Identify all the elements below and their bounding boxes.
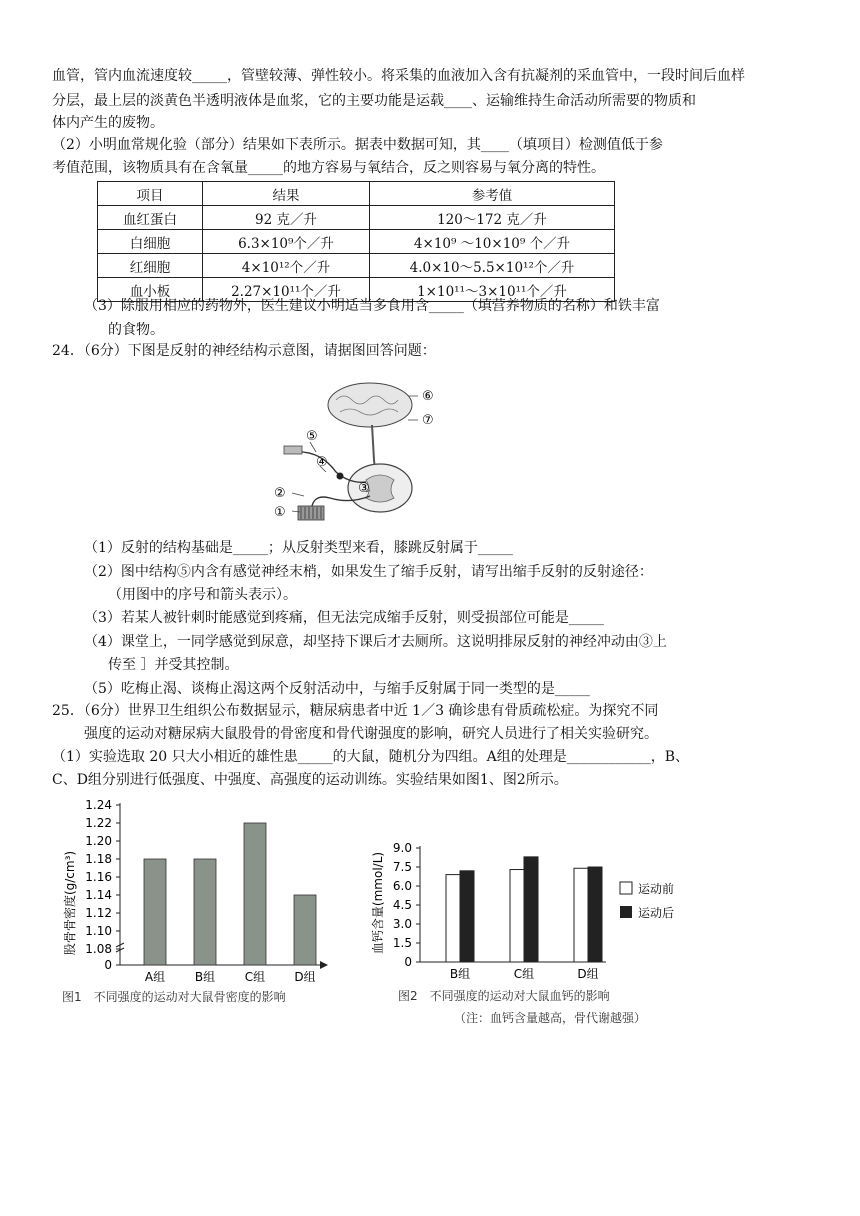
chart1-bar — [194, 859, 216, 965]
chart2-note: （注：血钙含量越高，骨代谢越强） — [454, 1011, 647, 1025]
table-cell: 血小板 — [98, 278, 203, 302]
line: 血管，管内血流速度较_____，管壁较薄、弹性较小。将采集的血液加入含有抗凝剂的采血管中，一段时间后血样 — [52, 68, 745, 84]
legend-label-before: 运动前 — [638, 882, 675, 896]
chart2-bar — [588, 867, 602, 962]
line: （3）若某人被针刺时能感觉到疼痛，但无法完成缩手反射，则受损部位可能是_____ — [84, 610, 604, 626]
chart2-xtick-label: C组 — [513, 967, 535, 981]
line: C、D组分别进行低强度、中强度、高强度的运动训练。实验结果如图1、图2所示。 — [52, 772, 568, 788]
chart2-bar — [446, 875, 460, 962]
line: 传至 ］并受其控制。 — [108, 657, 239, 673]
chart2-xtick-label: D组 — [577, 967, 599, 981]
chart1-caption: 图1 不同强度的运动对大鼠骨密度的影响 — [62, 990, 286, 1004]
chart1-ytick-label: 1.16 — [85, 870, 112, 884]
blood-test-table — [97, 181, 615, 302]
effector-muscle — [298, 506, 324, 520]
chart2-ytick-label: 6.0 — [392, 879, 412, 893]
chart1-ytick-label: 1.20 — [85, 834, 112, 848]
table-cell: 血红蛋白 — [98, 206, 203, 230]
line: （1）反射的结构基础是_____；从反射类型来看，膝跳反射属于_____ — [84, 540, 513, 556]
gray-matter — [366, 475, 394, 502]
legend-swatch-after — [620, 906, 632, 918]
chart1-ytick-label: 1.08 — [85, 942, 112, 956]
line: 的食物。 — [108, 322, 164, 338]
diagram-label-4: ④ — [316, 455, 328, 470]
line: 25．（6分）世界卫生组织公布数据显示，糖尿病患者中近 1／3 确诊患有骨质疏松症。为探究不同 — [52, 703, 659, 719]
chart2-ytick-label: 9.0 — [392, 841, 412, 855]
diagram-label-6: ⑥ — [422, 389, 434, 404]
line: 24．（6分）下图是反射的神经结构示意图，请据图回答问题： — [52, 343, 436, 359]
ganglion — [337, 473, 344, 480]
diagram-label-2: ② — [274, 486, 286, 501]
line: （4）课堂上，一同学感觉到尿意，却坚持下课后才去厕所。这说明排尿反射的神经冲动由③上 — [84, 634, 667, 650]
table-header-row — [98, 182, 615, 206]
skin-receptor — [284, 446, 302, 454]
diagram-label-3: ③ — [358, 481, 370, 496]
diagram-label-1: ① — [274, 505, 286, 520]
chart1-bar — [294, 895, 316, 965]
brain-shape — [328, 383, 412, 427]
chart1-bar — [144, 859, 166, 965]
table-cell: 红细胞 — [98, 254, 203, 278]
chart2-ytick-label: 4.5 — [392, 898, 412, 912]
table-cell: 2.27×10¹¹个／升 — [203, 278, 370, 302]
table-cell: 6.3×10⁹个／升 — [203, 230, 370, 254]
blood-calcium-chart — [368, 828, 698, 1028]
chart1-bar — [244, 823, 266, 965]
chart1-x-arrow — [320, 961, 328, 969]
chart2-bar — [574, 868, 588, 962]
line: （用图中的序号和箭头表示）。 — [108, 587, 297, 603]
legend-swatch-before — [620, 882, 632, 894]
chart1-ytick-label: 0 — [104, 958, 112, 972]
table-cell: 1×10¹¹～3×10¹¹个／升 — [370, 278, 615, 302]
chart1-ytick-label: 1.22 — [85, 816, 112, 830]
chart1-xtick-label: D组 — [294, 970, 316, 984]
chart2-xtick-label: B组 — [449, 967, 471, 981]
line: 强度的运动对糖尿病大鼠股骨的骨密度和骨代谢强度的影响，研究人员进行了相关实验研究。 — [84, 726, 658, 742]
table-header: 参考值 — [370, 182, 615, 206]
chart1-ytick-label: 1.12 — [85, 906, 112, 920]
table-row — [98, 254, 615, 278]
chart1-ylabel: 股骨骨密度(g/cm³) — [63, 850, 77, 956]
line: （5）吃梅止渴、谈梅止渴这两个反射活动中，与缩手反射属于同一类型的是_____ — [84, 681, 590, 697]
chart2-bar — [460, 871, 474, 962]
chart2-ytick-label: 7.5 — [392, 860, 412, 874]
chart1-xtick-label: C组 — [244, 970, 266, 984]
legend-label-after: 运动后 — [638, 906, 675, 920]
chart2-caption: 图2 不同强度的运动对大鼠血钙的影响 — [398, 989, 610, 1003]
chart2-ylabel: 血钙含量(mmol/L) — [371, 851, 385, 955]
table-cell: 4×10¹²个／升 — [203, 254, 370, 278]
table-cell: 4×10⁹ ～10×10⁹ 个／升 — [370, 230, 615, 254]
chart1-ytick-label: 1.18 — [85, 852, 112, 866]
chart2-ytick-label: 3.0 — [392, 917, 412, 931]
line: 分层，最上层的淡黄色半透明液体是血浆，它的主要功能是运载____、运输维持生命活动所需要的物质和 — [52, 93, 696, 109]
table-cell: 120～172 克／升 — [370, 206, 615, 230]
table-header: 结果 — [203, 182, 370, 206]
table-row — [98, 206, 615, 230]
line: （3）除服用相应的药物外，医生建议小明适当多食用含_____（填营养物质的名称）和铁丰富 — [84, 298, 660, 314]
table-cell: 白细胞 — [98, 230, 203, 254]
chart2-ytick-label: 0 — [404, 955, 412, 969]
chart2-bar — [524, 857, 538, 962]
line: （2）小明血常规化验（部分）结果如下表所示。据表中数据可知，其____（填项目）检测值低于参 — [52, 137, 663, 153]
chart1-xtick-label: B组 — [194, 970, 216, 984]
table-cell: 92 克／升 — [203, 206, 370, 230]
line: （1）实验选取 20 只大小相近的雄性患_____的大鼠，随机分为四组。A组的处理是____________，B、 — [52, 749, 690, 765]
chart1-ytick-label: 1.24 — [85, 798, 112, 812]
reflex-arc-diagram — [270, 380, 450, 530]
chart1-ytick-label: 1.14 — [85, 888, 112, 902]
line: 体内产生的废物。 — [52, 115, 164, 131]
chart2-ytick-label: 1.5 — [392, 936, 412, 950]
chart1-xtick-label: A组 — [144, 970, 166, 984]
table-header: 项目 — [98, 182, 203, 206]
diagram-label-7: ⑦ — [422, 413, 434, 428]
line: （2）图中结构⑤内含有感觉神经末梢，如果发生了缩手反射，请写出缩手反射的反射途径： — [84, 564, 653, 580]
chart2-bar — [510, 870, 524, 962]
bone-density-chart — [52, 795, 352, 1010]
table-cell: 4.0×10～5.5×10¹²个／升 — [370, 254, 615, 278]
chart1-ytick-label: 1.10 — [85, 924, 112, 938]
table-row — [98, 230, 615, 254]
diagram-label-5: ⑤ — [306, 429, 318, 444]
line: 考值范围，该物质具有在含氧量_____的地方容易与氧结合，反之则容易与氧分离的特性。 — [52, 160, 605, 176]
